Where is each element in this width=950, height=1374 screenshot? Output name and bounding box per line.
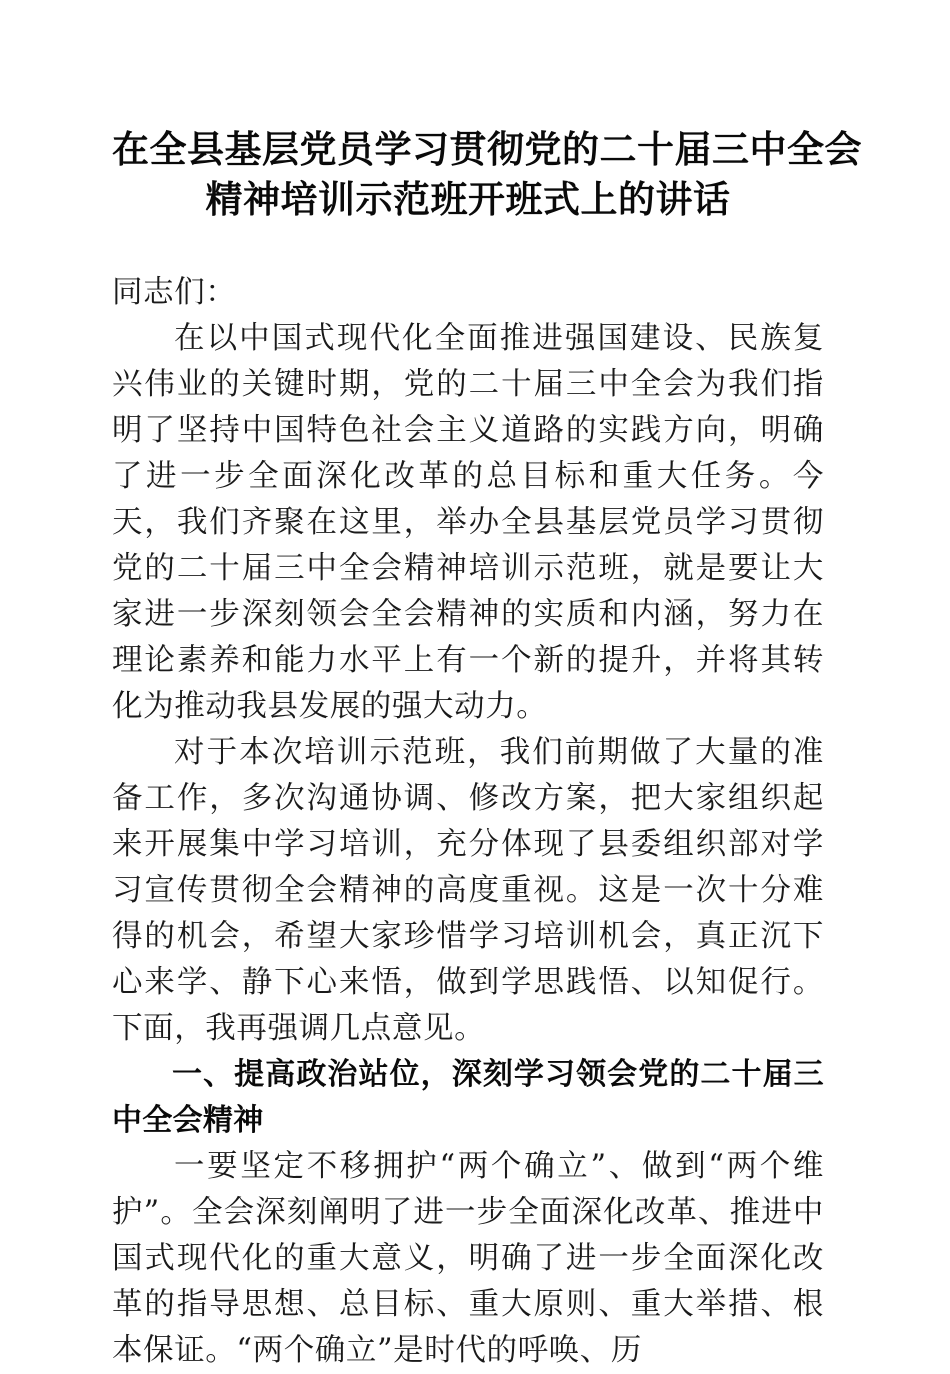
section-paragraph-1: 一要坚定不移拥护“两个确立”、做到“两个维护”。全会深刻阐明了进一步全面深化改革、推进中国式现代化的重大意义，明确了进一步全面深化改革的指导思想、总目标、重大原则、重大举措、根本保证。“两个确立”是时代的呼唤、历 [112, 1149, 824, 1368]
document-content-column [112, 0, 862, 1374]
section-body [112, 1144, 824, 1374]
document-body [112, 270, 824, 1374]
body-paragraph-2: 对于本次培训示范班，我们前期做了大量的准备工作，多次沟通协调、修改方案，把大家组织起来开展集中学习培训，充分体现了县委组织部对学习宣传贯彻全会精神的高度重视。这是一次十分难得的机会，希望大家珍惜学习培训机会，真正沉下心来学、静下心来悟，做到学思践悟、以知促行。下面，我再强调几点意见。 [112, 735, 824, 1046]
document-title-line-1: 在全县基层党员学习贯彻党的二十届三中全会 [112, 130, 862, 171]
document-title [112, 0, 862, 226]
salutation: 同志们： [112, 275, 237, 310]
body-paragraph-1: 在以中国式现代化全面推进强国建设、民族复兴伟业的关键时期，党的二十届三中全会为我们指明了坚持中国特色社会主义道路的实践方向，明确了进一步全面深化改革的总目标和重大任务。今天，我们齐聚在这里，举办全县基层党员学习贯彻党的二十届三中全会精神培训示范班，就是要让大家进一步深刻领会全会精神的实质和内涵，努力在理论素养和能力水平上有一个新的提升，并将其转化为推动我县发展的强大动力。 [112, 321, 824, 724]
section-heading-1: 一、提高政治站位，深刻学习领会党的二十届三中全会精神 [112, 1058, 824, 1137]
document-title-line-2: 精神培训示范班开班式上的讲话 [205, 180, 731, 221]
